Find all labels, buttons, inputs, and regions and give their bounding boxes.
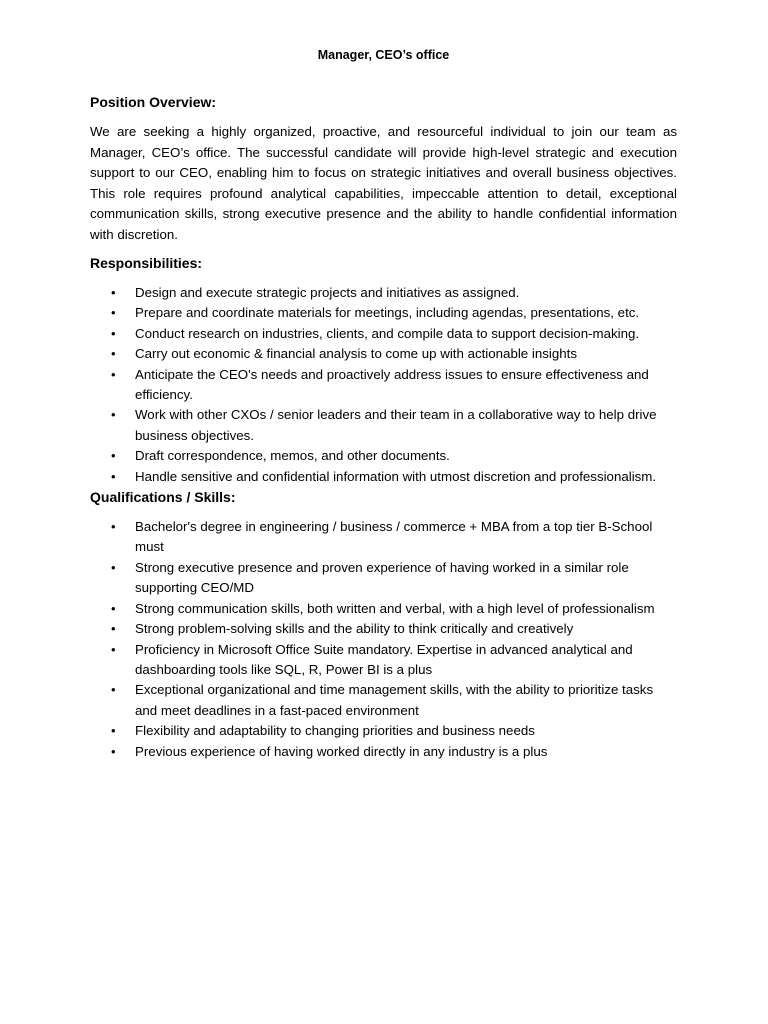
qualification-text: Strong communication skills, both written and verbal, with a high level of professionalism <box>135 600 655 616</box>
list-item <box>90 640 677 681</box>
list-item <box>90 303 677 323</box>
bullet-icon: • <box>111 305 116 321</box>
responsibility-text: Handle sensitive and confidential information with utmost discretion and professionalism. <box>135 468 657 484</box>
qualifications-list <box>90 517 677 762</box>
responsibility-text: Work with other CXOs / senior leaders and their team in a collaborative way to help drive business objectives. <box>135 407 657 443</box>
bullet-icon: • <box>111 468 116 484</box>
responsibility-text: Design and execute strategic projects and initiatives as assigned. <box>135 285 520 300</box>
bullet-icon: • <box>111 407 116 423</box>
bullet-icon: • <box>111 325 116 341</box>
position-overview-heading: Position Overview: <box>90 94 217 110</box>
bullet-icon: • <box>111 559 116 575</box>
list-item <box>90 405 677 446</box>
bullet-icon: • <box>111 366 116 382</box>
bullet-icon: • <box>111 285 116 300</box>
document-title: Manager, CEO’s office <box>317 48 450 62</box>
bullet-icon: • <box>111 346 116 362</box>
list-item <box>90 467 677 487</box>
list-item <box>90 344 677 364</box>
qualification-text: Strong executive presence and proven experience of having worked in a similar role supporting CEO/MD <box>135 559 629 596</box>
list-item <box>90 680 677 721</box>
qualification-text: Proficiency in Microsoft Office Suite mandatory. Expertise in advanced analytical and dashboarding tools like SQL, R, Power BI is a plus <box>135 641 633 677</box>
list-item <box>90 742 677 762</box>
qualification-text: Bachelor's degree in engineering / business / commerce + MBA from a top tier B-School must <box>135 519 653 555</box>
responsibilities-list <box>90 283 677 487</box>
list-item <box>90 599 677 619</box>
list-item <box>90 558 677 599</box>
qualification-text: Previous experience of having worked directly in any industry is a plus <box>135 743 548 759</box>
bullet-icon: • <box>111 519 116 535</box>
responsibility-text: Conduct research on industries, clients, and compile data to support decision-making. <box>135 325 640 341</box>
bullet-icon: • <box>111 600 116 616</box>
list-item <box>90 446 677 466</box>
list-item <box>90 619 677 639</box>
list-item <box>90 365 677 406</box>
document-page <box>90 46 677 762</box>
list-item <box>90 324 677 344</box>
responsibility-text: Draft correspondence, memos, and other documents. <box>135 448 450 464</box>
qualifications-heading: Qualifications / Skills: <box>90 489 236 506</box>
responsibility-text: Anticipate the CEO's needs and proactively address issues to ensure effectiveness and efficiency. <box>135 366 649 403</box>
position-overview-text: We are seeking a highly organized, proactive, and resourceful individual to join our team as Manager, CEO’s office. The successful candidate will provide high-level strategic and execution support to our CEO, enabling him to focus on strategic initiatives and overall business objectives. This role requires profound analytical capabilities, impeccable attention to detail, exceptional communication skills, strong executive presence and the ability to handle confidential information with discretion. <box>90 124 677 242</box>
bullet-icon: • <box>111 641 116 657</box>
qualification-text: Flexibility and adaptability to changing priorities and business needs <box>135 723 535 739</box>
qualification-text: Strong problem-solving skills and the ability to think critically and creatively <box>135 621 574 637</box>
bullet-icon: • <box>111 723 116 739</box>
responsibilities-heading: Responsibilities: <box>90 255 203 271</box>
list-item <box>90 721 677 741</box>
list-item <box>90 517 677 558</box>
bullet-icon: • <box>111 448 116 464</box>
bullet-icon: • <box>111 682 116 698</box>
responsibility-text: Carry out economic & financial analysis to come up with actionable insights <box>135 346 577 362</box>
bullet-icon: • <box>111 621 116 637</box>
bullet-icon: • <box>111 743 116 759</box>
qualification-text: Exceptional organizational and time management skills, with the ability to prioritize tasks and meet deadlines in a fast-paced environment <box>135 682 654 718</box>
responsibility-text: Prepare and coordinate materials for meetings, including agendas, presentations, etc. <box>135 305 640 321</box>
list-item <box>90 283 677 303</box>
